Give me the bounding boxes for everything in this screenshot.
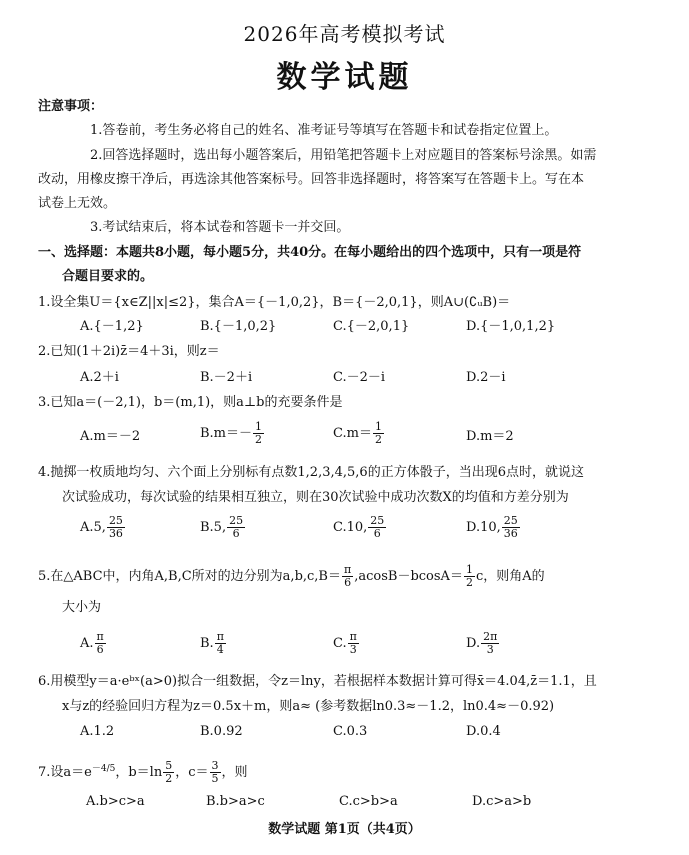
stem-part: c，则角A的 [475,569,545,585]
fraction [373,421,384,446]
question-5-option-a [80,631,107,656]
denominator: 3 [349,643,357,657]
denominator: 2 [255,433,263,447]
numerator: π [96,630,104,643]
fraction [502,515,520,540]
fraction [227,515,245,540]
question-6-stem-line1: 6.用模型y＝a·eᵇˣ(a>0)拟合一组数据，令z＝lny，若根据样本数据计算可得x̄＝4.04,z̄＝1.1，且 [38,674,597,689]
option-prefix: B.5, [200,520,227,536]
denominator: 2 [165,772,173,786]
denominator: 36 [503,527,518,541]
question-1-stem: 1.设全集U＝{x∈Z||x|≤2}，集合A＝{－1,0,2}，B＝{－2,0,1}，则A∪(∁ᵤB)＝ [38,295,511,310]
question-1-option-a: A.{－1,2} [80,319,144,334]
denominator: 6 [96,643,104,657]
fraction [368,515,386,540]
stem-part: 7.设a＝e [38,765,92,781]
numerator: 1 [374,420,382,433]
fraction [253,421,264,446]
question-5-option-c [333,631,360,656]
option-prefix: A.5, [80,520,106,536]
notice-item-2-a: 2.回答选择题时，选出每小题答案后，用铅笔把答题卡上对应题目的答案标号涂黑。如需 [90,148,597,163]
notice-item-3: 3.考试结束后，将本试卷和答题卡一并交回。 [90,220,350,235]
question-7-option-a: A.b>c>a [86,794,145,809]
question-6-option-d: D.0.4 [466,724,501,739]
question-6-option-c: C.0.3 [333,724,368,739]
exam-title: 2026年高考模拟考试 [243,22,446,46]
numerator: 25 [370,514,385,527]
question-6-stem-line2: x与z的经验回归方程为z＝0.5x＋m，则a≈ (参考数据ln0.3≈－1.2，ln0.4≈－0.92) [62,699,555,714]
question-5-option-b [200,631,227,656]
stem-part: 5.在△ABC中，内角A,B,C所对的边分别为a,b,c,B＝ [38,569,341,585]
denominator: 2 [374,433,382,447]
fraction [95,631,106,656]
fraction [342,564,353,589]
question-2-stem: 2.已知(1＋2i)z̄＝4＋3i，则z＝ [38,344,220,359]
denominator: 6 [373,527,381,541]
question-6-option-b: B.0.92 [200,724,243,739]
question-1-option-b: B.{－1,0,2} [200,319,277,334]
denominator: 4 [216,643,224,657]
stem-part: ，则 [221,765,248,781]
fraction [481,631,499,656]
question-7-option-d: D.c>a>b [472,794,532,809]
option-prefix: A. [80,636,94,652]
fraction [215,631,226,656]
numerator: 25 [108,514,123,527]
numerator: π [216,630,224,643]
fraction [464,564,475,589]
question-7-option-b: B.b>a>c [206,794,265,809]
fraction [210,760,221,785]
stem-part: ，c＝ [175,765,209,781]
fraction [107,515,125,540]
denominator: 6 [344,576,352,590]
denominator: 2 [465,576,473,590]
question-4-option-d [466,515,521,540]
subject-title: 数学试题 [276,60,413,95]
exponent: －4/5 [91,763,116,774]
fraction [348,631,359,656]
question-5-stem-line2: 大小为 [62,600,102,615]
question-5-stem-line1 [38,564,545,589]
question-4-option-b [200,515,246,540]
option-prefix: C.10, [333,520,368,536]
question-3-stem: 3.已知a＝(－2,1)，b＝(m,1)，则a⊥b的充要条件是 [38,395,343,410]
option-prefix: C. [333,636,347,652]
question-2-option-c: C.－2－i [333,370,386,385]
question-1-option-c: C.{－2,0,1} [333,319,410,334]
section-heading-line1: 一、选择题：本题共8小题，每小题5分，共40分。在每小题给出的四个选项中，只有一项是符 [38,245,582,260]
question-4-stem-line1: 4.抛掷一枚质地均匀、六个面上分别标有点数1,2,3,4,5,6的正方体骰子，当出现6点时，就说这 [38,465,584,480]
question-2-option-d: D.2－i [466,370,506,385]
question-2-option-b: B.－2＋i [200,370,253,385]
section-heading-line2: 合题目要求的。 [62,269,154,284]
question-1-option-d: D.{－1,0,1,2} [466,319,556,334]
page-footer: 数学试题 第1页（共4页） [268,822,421,837]
notice-item-1: 1.答卷前，考生务必将自己的姓名、准考证号等填写在答题卡和试卷指定位置上。 [90,123,558,138]
question-3-option-b-prefix: B.m＝－ [200,426,253,442]
numerator: 1 [255,420,263,433]
option-prefix: D. [466,636,481,652]
question-3-option-d: D.m＝2 [466,429,514,444]
question-3-option-c-prefix: C.m＝ [333,426,372,442]
question-3-option-a: A.m＝－2 [80,429,141,444]
stem-part: ,acosB－bcosA＝ [354,569,463,585]
denominator: 36 [108,527,123,541]
option-prefix: B. [200,636,214,652]
fraction [163,760,174,785]
denominator: 5 [211,772,219,786]
numerator: 25 [229,514,244,527]
numerator: 25 [503,514,518,527]
notice-item-2-c: 试卷上无效。 [38,196,117,211]
question-7-option-c: C.c>b>a [339,794,398,809]
question-6-option-a: A.1.2 [80,724,115,739]
numerator: 1 [465,563,473,576]
numerator: π [349,630,357,643]
question-2-option-a: A.2＋i [80,370,119,385]
question-7-stem [38,760,248,785]
numerator: 3 [211,759,219,772]
question-4-option-a [80,515,126,540]
denominator: 6 [232,527,240,541]
question-3-option-b [200,421,265,446]
question-4-stem-line2: 次试验成功，每次试验的结果相互独立，则在30次试验中成功次数X的均值和方差分别为 [62,490,569,505]
question-3-option-c [333,421,385,446]
notice-title: 注意事项： [38,99,104,114]
numerator: 5 [165,759,173,772]
question-4-option-c [333,515,387,540]
numerator: π [344,563,352,576]
numerator: 2π [483,630,498,643]
question-5-option-d [466,631,500,656]
notice-item-2-b: 改动，用橡皮擦干净后，再选涂其他答案标号。回答非选择题时，将答案写在答题卡上。写在本 [38,172,585,187]
stem-part: ，b＝ln [115,765,163,781]
option-prefix: D.10, [466,520,501,536]
denominator: 3 [486,643,494,657]
